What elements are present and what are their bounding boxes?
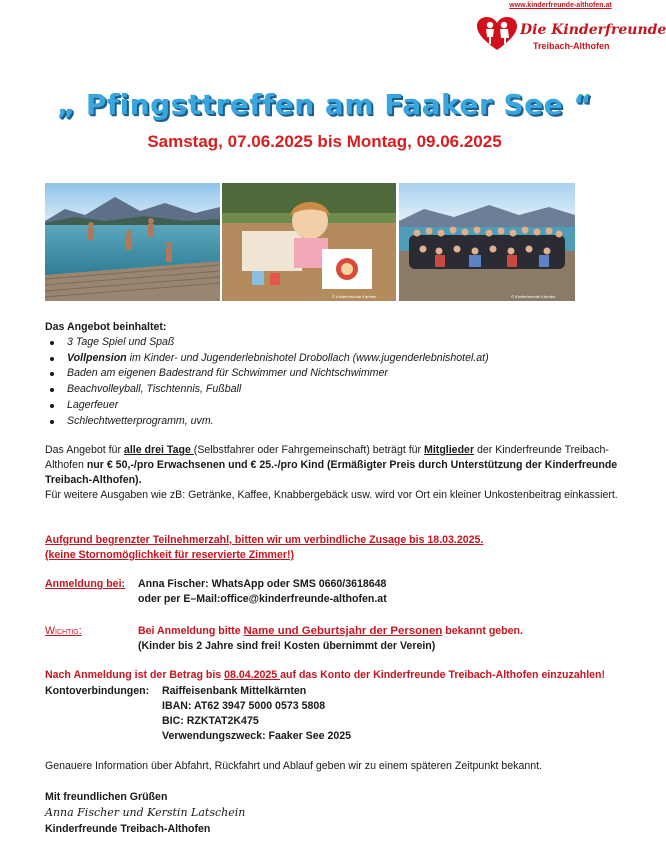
signature: Anna Fischer und Kerstin Latschein <box>45 806 246 819</box>
list-item: Beachvolleyball, Tischtennis, Fußball <box>45 382 489 398</box>
photo-group <box>399 183 575 301</box>
important-note: (Kinder bis 2 Jahre sind frei! Kosten übernimmt der Verein) <box>138 640 436 652</box>
offer-list <box>45 335 489 429</box>
important-label: Wichtig: <box>45 625 82 637</box>
logo-url[interactable]: www.kinderfreunde-althofen.at <box>509 2 612 9</box>
list-item: Vollpension im Kinder- und Jugenderlebnishotel Drobollach (www.jugenderlebnishotel.at) <box>45 351 489 367</box>
photo-lake-jump <box>45 183 220 301</box>
list-item: Schlechtwetterprogramm, uvm. <box>45 414 489 430</box>
accounts-label: Kontoverbindungen: <box>45 685 150 697</box>
deadline-notice: Aufgrund begrenzter Teilnehmerzahl, bitten wir um verbindliche Zusage bis 18.03.2025. (keine Stornomöglichkeit für reservierte Zimmer!) <box>45 534 484 561</box>
page-title: „ Pfingsttreffen am Faaker See “ <box>56 88 593 121</box>
greeting: Mit freundlichen Grüßen <box>45 791 168 803</box>
bic: BIC: RZKTAT2K475 <box>162 715 259 727</box>
photo3-credit: © Kinderfreunde Kärnten <box>511 294 556 299</box>
iban: IBAN: AT62 3947 5000 0573 5808 <box>162 700 326 712</box>
bank-name: Raiffeisenbank Mittelkärnten <box>162 685 307 697</box>
offer-heading: Das Angebot beinhaltet: <box>45 321 167 333</box>
logo-name: Die Kinderfreunde <box>520 22 666 38</box>
important-text: Bei Anmeldung bitte Name und Geburtsjahr der Personen bekannt geben. <box>138 625 523 637</box>
logo-subtitle: Treibach-Althofen <box>533 41 610 51</box>
list-item: Baden am eigenen Badestrand für Schwimmer und Nichtschwimmer <box>45 366 489 382</box>
kinderfreunde-logo-icon <box>475 16 519 52</box>
list-item: 3 Tage Spiel und Spaß <box>45 335 489 351</box>
registration-email[interactable]: oder per E–Mail:office@kinderfreunde-althofen.at <box>138 593 387 605</box>
registration-contact: Anna Fischer: WhatsApp oder SMS 0660/3618648 <box>138 578 387 590</box>
photo-child-painting <box>222 183 396 301</box>
organization: Kinderfreunde Treibach-Althofen <box>45 823 211 835</box>
registration-label: Anmeldung bei: <box>45 578 126 590</box>
info-paragraph: Genauere Information über Abfahrt, Rückfahrt und Ablauf geben wir zu einem späteren Zeitpunkt bekannt. <box>45 760 543 772</box>
payment-reference: Verwendungszweck: Faaker See 2025 <box>162 730 352 742</box>
extra-costs-paragraph: Für weitere Ausgaben wie zB: Getränke, Kaffee, Knabbergebäck usw. wird vor Ort ein kleiner Unkostenbeitrag einkassiert. <box>45 489 618 501</box>
photo2-credit: © Kinderfreunde Kärnten <box>332 294 377 299</box>
pricing-paragraph: Das Angebot für alle drei Tage (Selbstfahrer oder Fahrgemeinschaft) beträgt für Mitglieder der Kinderfreunde Treibach-Althofen nur € 50,-/pro Erwachsenen und € 25.-/pro Kind (Ermäßigter Preis durch Unterstützung der Kinderfreunde Treibach-Althofen). <box>45 444 618 486</box>
payment-notice: Nach Anmeldung ist der Betrag bis 08.04.2025 auf das Konto der Kinderfreunde Treibach-Althofen einzuzahlen! <box>45 669 606 681</box>
event-dates: Samstag, 07.06.2025 bis Montag, 09.06.2025 <box>147 132 502 151</box>
list-item: Lagerfeuer <box>45 398 489 414</box>
